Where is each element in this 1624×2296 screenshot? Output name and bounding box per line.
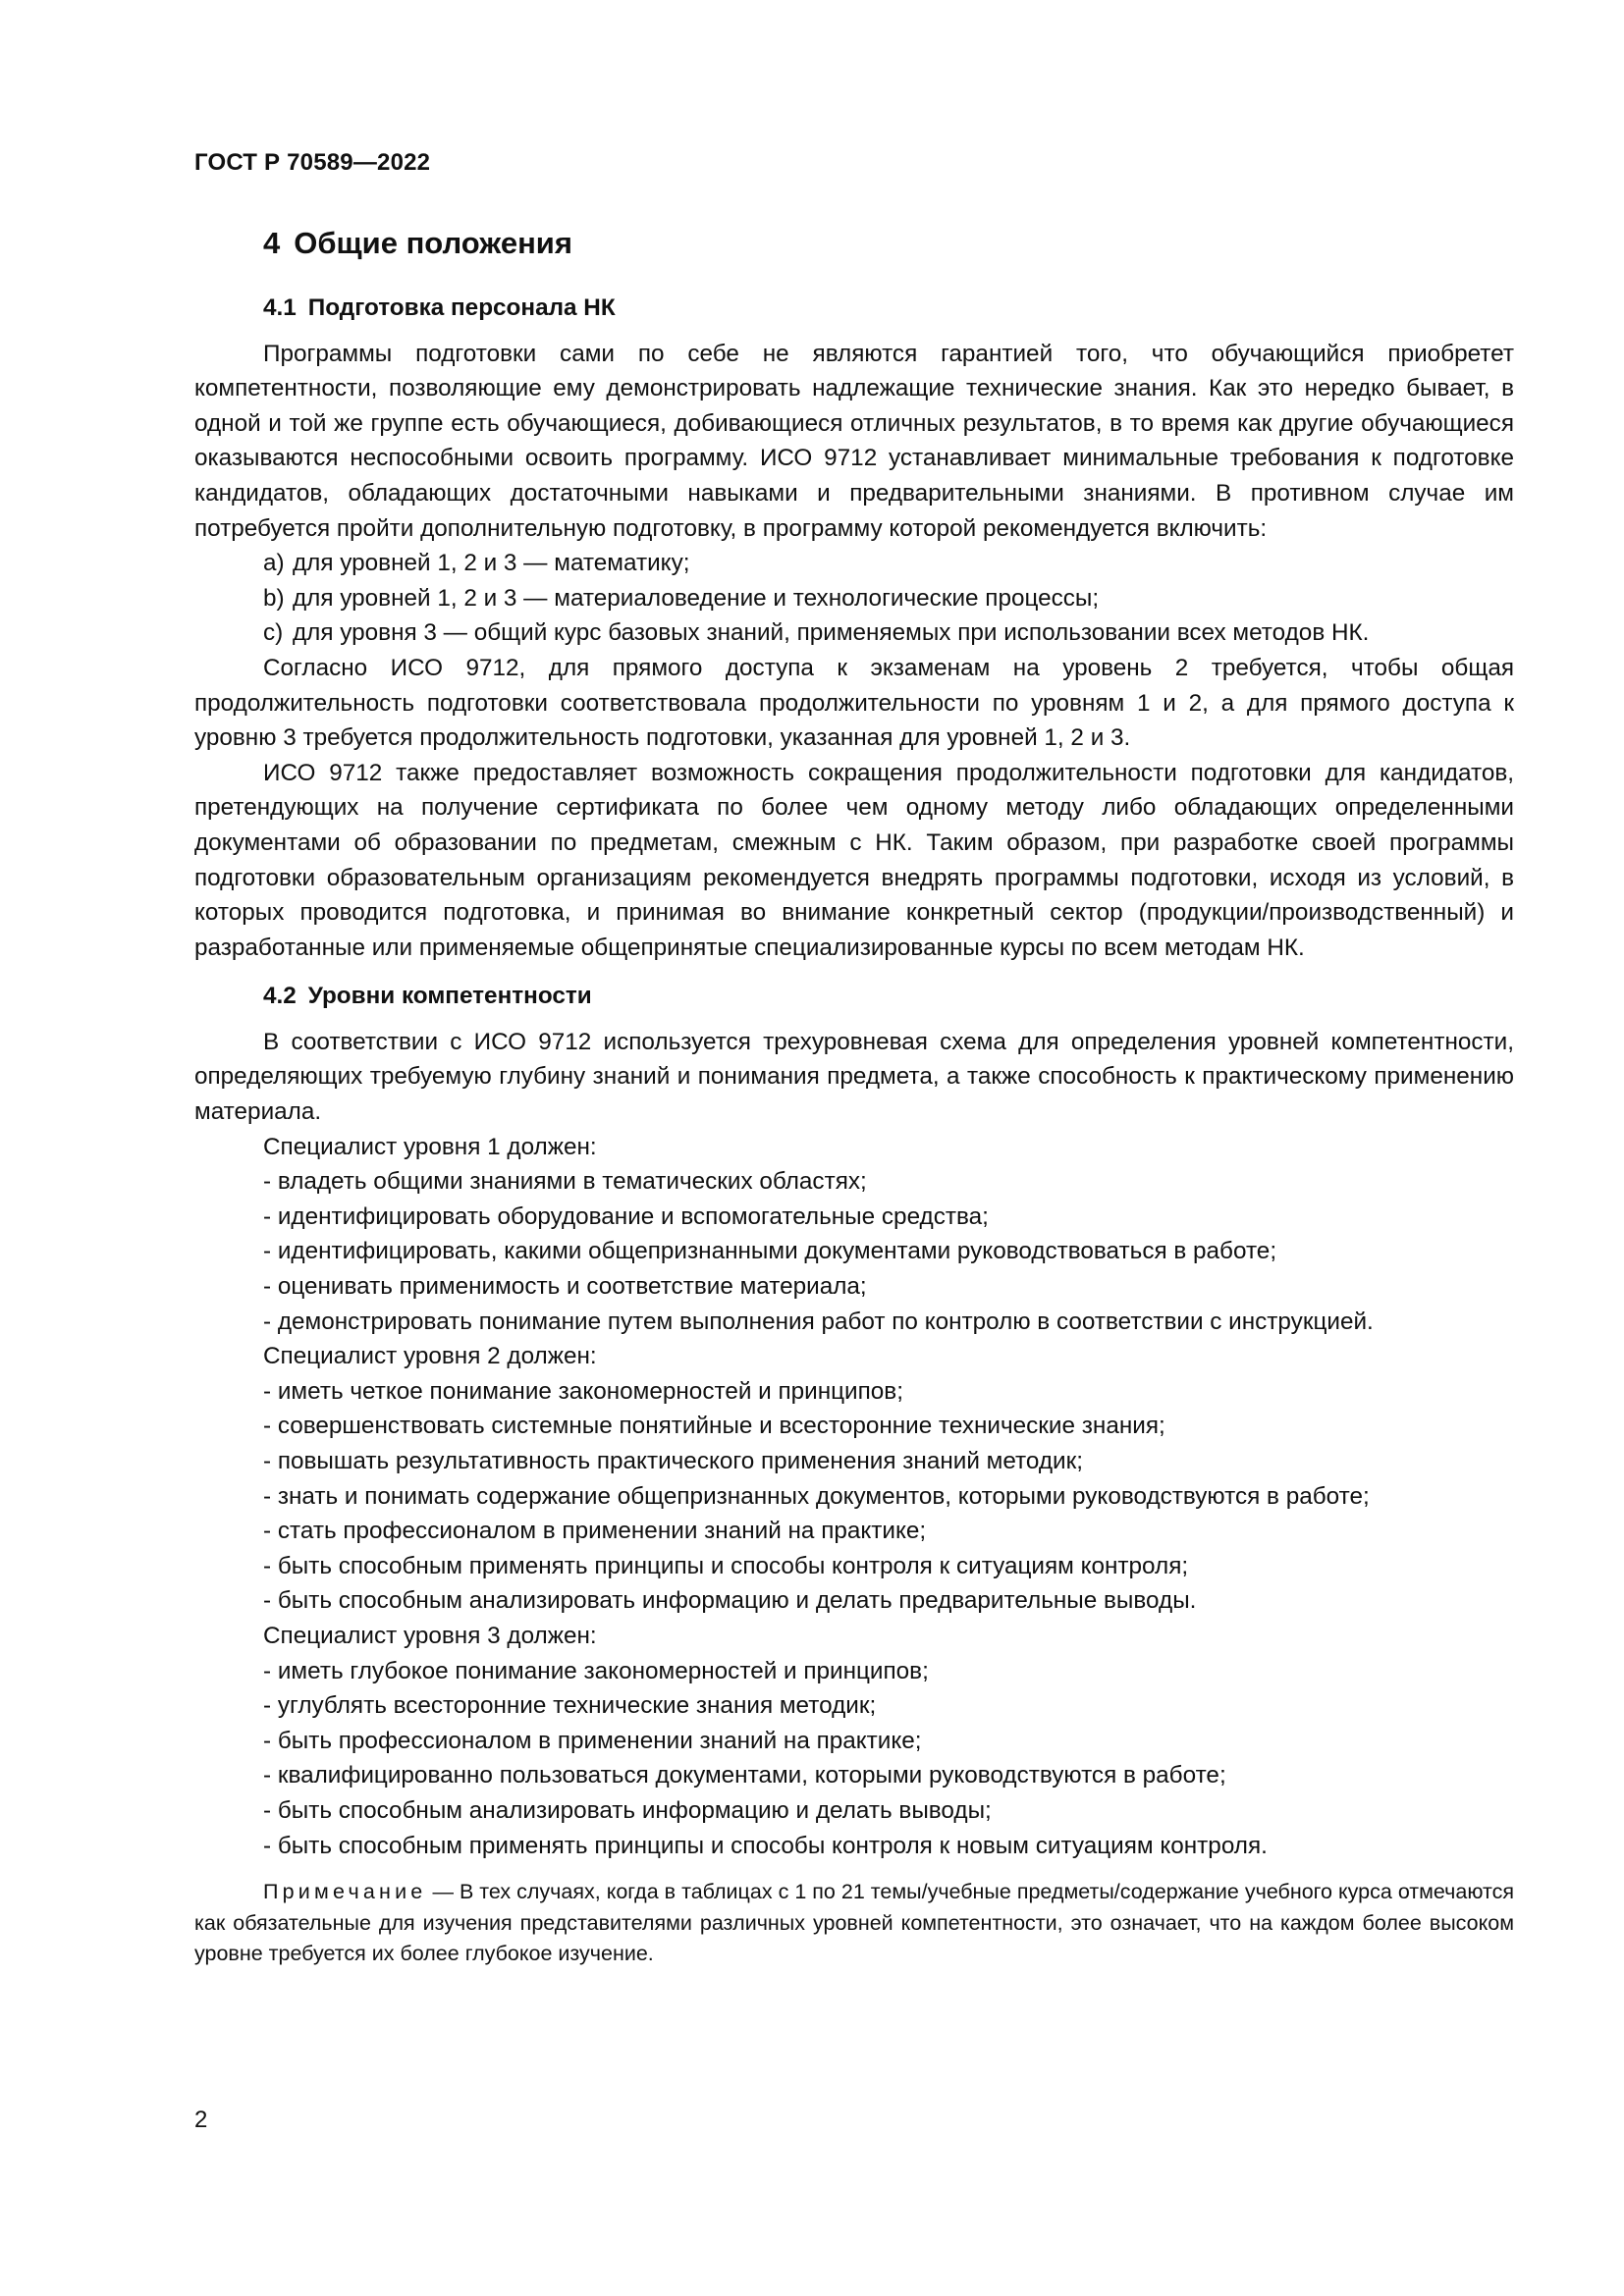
page-number: 2 xyxy=(194,2107,208,2133)
note-text: — В тех случаях, когда в таблицах с 1 по 21 темы/учебные предметы/содержание учебного курса отмечаются как обязательные для изучения представителями различных уровней компетентности, это означает, что на каждом более высоком уровне требуется их более глубокое изучение. xyxy=(194,1880,1514,1966)
list-item: - идентифицировать оборудование и вспомогательные средства; xyxy=(263,1202,989,1230)
list-item: - оценивать применимость и соответствие материала; xyxy=(263,1273,867,1301)
list-item-text: для уровней 1, 2 и 3 — материаловедение и технологические процессы; xyxy=(293,584,1100,612)
list-item: - быть способным применять принципы и способы контроля к новым ситуациям контроля. xyxy=(263,1832,1268,1859)
list-marker: a) xyxy=(263,550,285,577)
subsection-heading-4-2 xyxy=(194,979,1514,1014)
note xyxy=(194,1877,1514,1970)
list-item xyxy=(194,546,1514,581)
list-item: - демонстрировать понимание путем выполнения работ по контролю в соответствии с инструкцией. xyxy=(263,1308,1374,1335)
list-item: - повышать результативность практического применения знаний методик; xyxy=(263,1448,1084,1474)
list-item: - владеть общими знаниями в тематических областях; xyxy=(263,1168,867,1196)
list-item: - быть способным анализировать информацию и делать предварительные выводы. xyxy=(263,1587,1197,1615)
list-item: - быть профессионалом в применении знаний на практике; xyxy=(263,1727,922,1754)
level-intro: Специалист уровня 2 должен: xyxy=(263,1343,597,1370)
list-item xyxy=(194,615,1514,651)
paragraph: ИСО 9712 также предоставляет возможность сокращения продолжительности подготовки для кандидатов, претендующих на получение сертификата по более чем одному методу либо обладающих определенными документами об образовании по предметам, смежным с НК. Таким образом, при разработке своей программы подготовки образовательным организациям рекомендуется внедрять программы подготовки, исходя из условий, в которых проводится подготовка, и принимая во внимание конкретный сектор (продукции/производственный) и разработанные или применяемые общепринятые специализированные курсы по всем методам НК. xyxy=(194,759,1514,961)
level-intro: Специалист уровня 1 должен: xyxy=(263,1133,597,1160)
list-item xyxy=(194,581,1514,616)
subsection-heading-4-1 xyxy=(194,291,1514,326)
level-intro: Специалист уровня 3 должен: xyxy=(263,1622,597,1649)
list-item: - быть способным применять принципы и способы контроля к ситуациям контроля; xyxy=(263,1552,1189,1579)
list-item-text: для уровня 3 — общий курс базовых знаний, применяемых при использовании всех методов НК. xyxy=(293,619,1370,647)
subsection-title: Подготовка персонала НК xyxy=(307,294,616,321)
paragraph: Программы подготовки сами по себе не являются гарантией того, что обучающийся приобретет компетентности, позволяющие ему демонстрировать надлежащие технические знания. Как это нередко бывает, в одной и той же группе есть обучающиеся, добивающиеся отличных результатов, в то время как другие обучающиеся оказываются неспособными освоить программу. ИСО 9712 устанавливает минимальные требования к подготовке кандидатов, обладающих достаточными навыками и предварительными знаниями. В противном случае им потребуется пройти дополнительную подготовку, в программу которой рекомендуется включить: xyxy=(194,340,1514,542)
list-item: - иметь глубокое понимание закономерностей и принципов; xyxy=(263,1657,929,1684)
subsection-number: 4.2 xyxy=(263,983,297,1010)
list-item: - иметь четкое понимание закономерностей и принципов; xyxy=(263,1377,903,1405)
list-item: - стать профессионалом в применении знаний на практике; xyxy=(263,1518,927,1545)
document-page xyxy=(194,0,1514,2296)
paragraph: В соответствии с ИСО 9712 используется трехуровневая схема для определения уровней компетентности, определяющих требуемую глубину знаний и понимания предмета, а также способность к практическому применению материала. xyxy=(194,1028,1514,1126)
section-number: 4 xyxy=(263,226,281,260)
list-marker: b) xyxy=(263,584,285,612)
document-id-header: ГОСТ Р 70589—2022 xyxy=(194,149,431,176)
list-item-text: для уровней 1, 2 и 3 — математику; xyxy=(293,550,690,577)
subsection-title: Уровни компетентности xyxy=(307,983,592,1010)
note-label: Примечание xyxy=(263,1880,427,1904)
section-title-text: Общие положения xyxy=(294,226,572,260)
list-marker: c) xyxy=(263,619,284,647)
document-body xyxy=(194,291,1514,1970)
list-item: - квалифицированно пользоваться документами, которыми руководствуются в работе; xyxy=(263,1762,1226,1789)
paragraph: Согласно ИСО 9712, для прямого доступа к экзаменам на уровень 2 требуется, чтобы общая продолжительность подготовки соответствовала продолжительности по уровням 1 и 2, а для прямого доступа к уровню 3 требуется продолжительность подготовки, указанная для уровней 1, 2 и 3. xyxy=(194,654,1514,752)
list-item: - совершенствовать системные понятийные и всесторонние технические знания; xyxy=(263,1413,1165,1440)
subsection-number: 4.1 xyxy=(263,294,297,321)
list-item: - знать и понимать содержание общепризнанных документов, которыми руководствуются в работе; xyxy=(263,1482,1370,1510)
list-item: - углублять всесторонние технические знания методик; xyxy=(263,1692,877,1720)
section-heading xyxy=(263,226,572,261)
list-item: - идентифицировать, какими общепризнанными документами руководствоваться в работе; xyxy=(263,1238,1277,1265)
list-item: - быть способным анализировать информацию и делать выводы; xyxy=(263,1796,992,1824)
